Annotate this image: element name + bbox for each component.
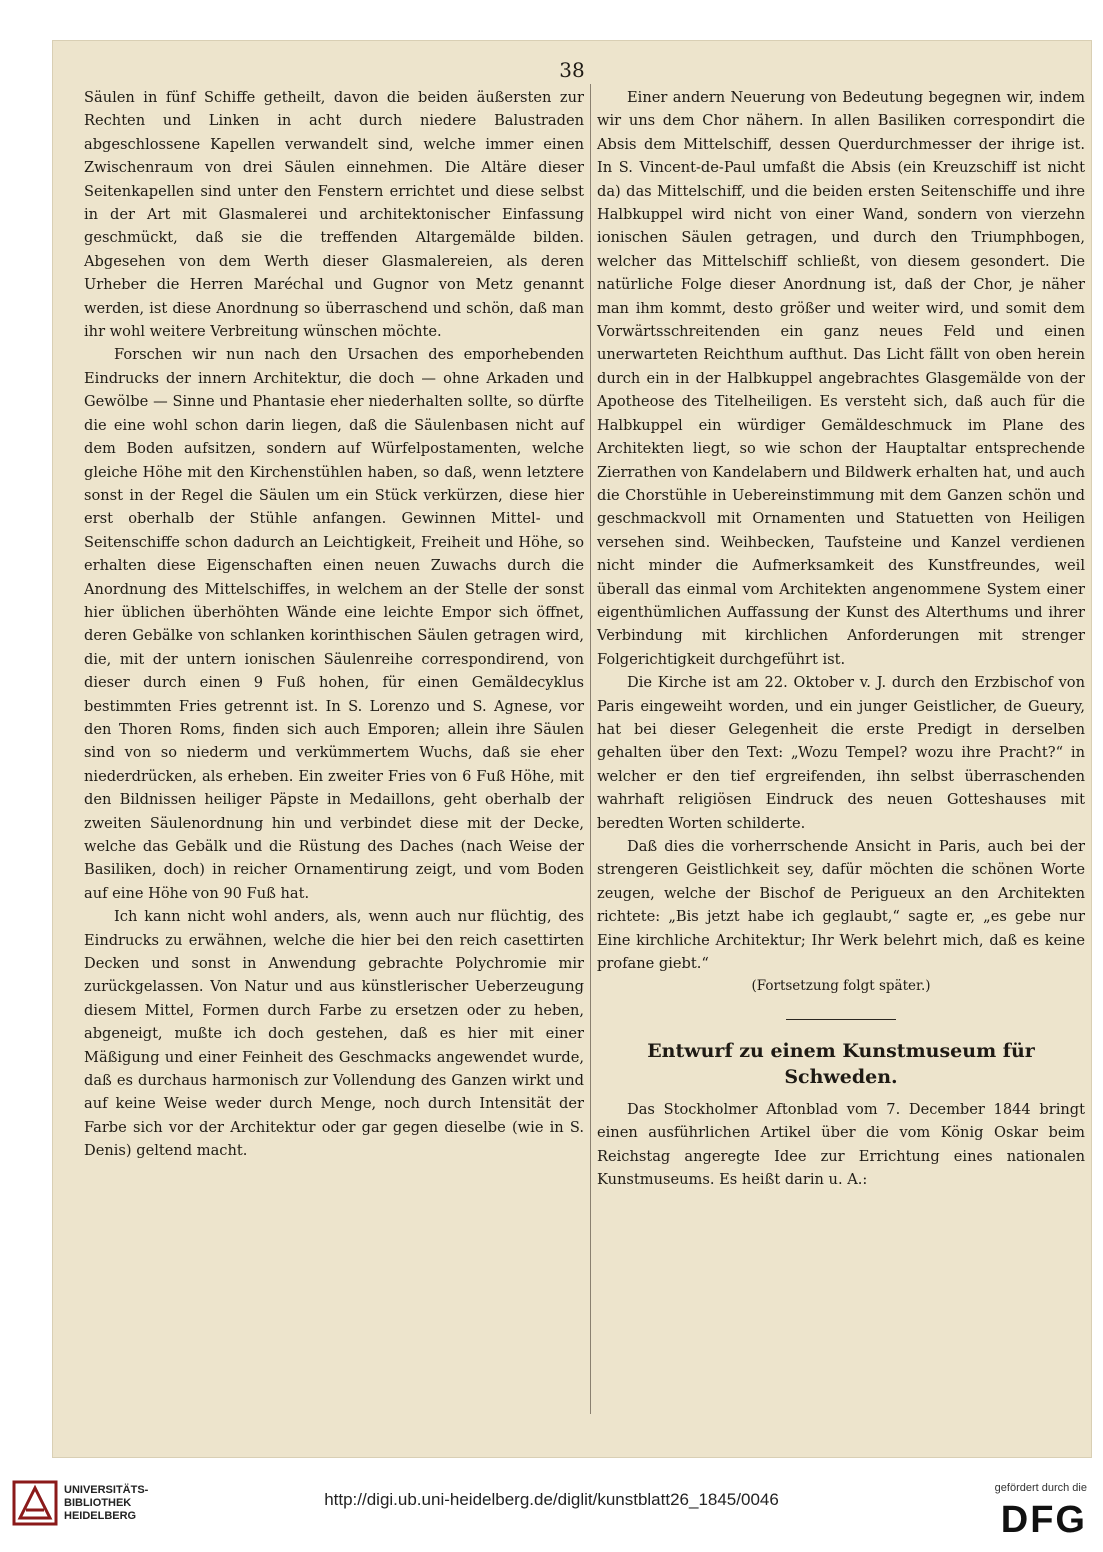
section-separator [786,1019,896,1020]
scanned-page [52,40,1092,1458]
viewer-footer [0,1458,1103,1552]
column-divider [590,84,591,1414]
paragraph: Forschen wir nun nach den Ursachen des emporhebenden Eindrucks der innern Architektur, die doch — ohne Arkaden und Gewölbe — Sinne und Phantasie eher niederhalten sollte, so dürfte die eine wohl schon darin liegen, daß die Säulenbasen nicht auf dem Boden aufsitzen, sondern auf Würfelpostamenten, welche gleiche Höhe mit den Kirchenstühlen haben, so daß, wenn letztere sonst in der Regel die Säulen um ein Stück verkürzen, diese hier erst oberhalb der Stühle anfangen. Gewinnen Mittel- und Seitenschiffe schon dadurch an Leichtigkeit, Freiheit und Höhe, so erhalten diese Eigenschaften einen neuen Zuwachs durch die Anordnung des Mittelschiffes, in welchem an der Stelle der sonst hier üblichen überhöhten Wände eine leichte Empor sich öffnet, deren Gebälke von schlanken korinthischen Säulen getragen wird, die, mit der untern ionischen Säulenreihe correspondirend, von dieser durch einen 9 Fuß hohen, für einen Gemäldecyklus bestimmten Fries getrennt ist. In S. Lorenzo und S. Agnese, vor den Thoren Roms, finden sich auch Emporen; allein ihre Säulen sind von so niederm und verkümmertem Wuchs, daß sie eher niederdrücken, als erheben. Ein zweiter Fries von 6 Fuß Höhe, mit den Bildnissen heiliger Päpste in Medaillons, geht oberhalb der zweiten Säulenordnung hin und verbindet diese mit der Decke, welche das Gebälk und die Rüstung des Daches (nach Weise der Basiliken, doch) in reicher Ornamentirung zeigt, und vom Boden auf eine Höhe von 90 Fuß hat. [84,346,584,902]
right-column [597,86,1085,1191]
paragraph: Einer andern Neuerung von Bedeutung begegnen wir, indem wir uns dem Chor nähern. In allen Basiliken correspondirt die Absis dem Mittelschiff, dessen Querdurchmesser der ihrige ist. In S. Vincent-de-Paul umfaßt die Absis (ein Kreuzschiff ist nicht da) das Mittelschiff, und die beiden ersten Seitenschiffe und ihre Halbkuppel wird nicht von einer Wand, sondern von vierzehn ionischen Säulen getragen, und durch den Triumphbogen, welcher das Mittelschiff schließt, von diesem gesondert. Die natürliche Folge dieser Anordnung ist, daß der Chor, je näher man ihm kommt, desto größer und weiter wird, und somit dem Vorwärtsschreitenden ein ganz neues Feld und einen unerwarteten Reichthum aufthut. Das Licht fällt von oben herein durch ein in der Halbkuppel angebrachtes Glasgemälde von der Apotheose des Titelheiligen. Es versteht sich, daß auch für die Halbkuppel ein würdiger Gemäldeschmuck im Plane des Architekten liegt, so wie schon der Hauptaltar entsprechende Zierrathen von Kandelabern und Bildwerk erhalten hat, und auch die Chorstühle in Uebereinstimmung mit dem Ganzen schön und geschmackvoll mit Ornamenten und Statuetten von Heiligen versehen sind. Weihbecken, Taufsteine und Kanzel verdienen nicht minder die Aufmerksamkeit des Kunstfreundes, weil überall das einmal vom Architekten angenommene System einer eigenthümlichen Auffassung der Kunst des Alterthums und ihrer Verbindung mit kirchlichen Anforderungen mit strenger Folgerichtigkeit durchgeführt ist. [597,89,1085,668]
continuation-note: (Fortsetzung folgt später.) [751,978,931,995]
page-number: 38 [559,58,585,82]
paragraph: Daß dies die vorherrschende Ansicht in Paris, auch bei der strengeren Geistlichkeit sey, dafür möchten die schönen Worte zeugen, welche der Bischof de Perigueux an den Architekten richtete: „Bis jetzt habe ich geglaubt,“ sagte er, „es gebe nur Eine kirchliche Architektur; Ihr Werk belehrt mich, daß es keine profane giebt.“ [597,838,1085,973]
dfg-logo: DFG [1000,1499,1087,1541]
paragraph: Ich kann nicht wohl anders, als, wenn auch nur flüchtig, des Eindrucks zu erwähnen, welche die hier bei den reich casettirten Decken und sonst in Anwendung gebrachte Polychromie mir zurückgelassen. Von Natur und aus künstlerischer Ueberzeugung diesem Mittel, Formen durch Farbe zu ersetzen oder zu heben, abgeneigt, mußte ich doch gestehen, daß es hier mit einer Mäßigung und einer Feinheit des Geschmacks angewendet wurde, daß es durchaus harmonisch zur Vollendung des Ganzen wirkt und auf keine Weise weder durch Menge, noch durch Intensität der Farbe sich vor der Architektur oder gar gegen dieselbe (wie in S. Denis) geltend macht. [84,908,584,1160]
paragraph: Das Stockholmer Aftonblad vom 7. December 1844 bringt einen ausführlichen Artikel über die vom König Oskar beim Reichstag angeregte Idee zur Errichtung eines nationalen Kunstmuseums. Es heißt darin u. A.: [597,1100,1085,1189]
source-url-link[interactable]: http://digi.ub.uni-heidelberg.de/diglit/kunstblatt26_1845/0046 [324,1490,779,1509]
funding-note: gefördert durch die [994,1482,1087,1494]
paragraph: Säulen in fünf Schiffe getheilt, davon die beiden äußersten zur Rechten und Linken in acht durch niedere Balustraden abgeschlossene Kapellen verwandelt sind, welche immer einen Zwischenraum von drei Säulen einnehmen. Die Altäre dieser Seitenkapellen sind unter den Fenstern errichtet und diese selbst in der Art mit Glasmalerei und architektonischer Einfassung geschmückt, daß sie die treffenden Altargemälde bilden. Abgesehen von dem Werth dieser Glasmalereien, als deren Urheber die Herren Maréchal und Gugnor von Metz genannt werden, ist diese Anordnung so überraschend und schön, daß man ihr wohl weitere Verbreitung wünschen möchte. [84,89,584,341]
paragraph: Die Kirche ist am 22. Oktober v. J. durch den Erzbischof von Paris eingeweiht worden, und ein junger Geistlicher, de Gueury, hat bei dieser Gelegenheit die erste Predigt in derselben gehalten über den Text: „Wozu Tempel? wozu ihre Pracht?“ in welcher er den tief ergreifenden, ihn selbst überraschenden wahrhaft religiösen Eindruck des neuen Gotteshauses mit beredten Worten schilderte. [597,674,1085,832]
left-column [84,86,584,1163]
library-name: UNIVERSITÄTS- BIBLIOTHEK HEIDELBERG [64,1484,149,1522]
article-heading: Entwurf zu einem Kunstmuseum für Schweden. [647,1039,1035,1088]
